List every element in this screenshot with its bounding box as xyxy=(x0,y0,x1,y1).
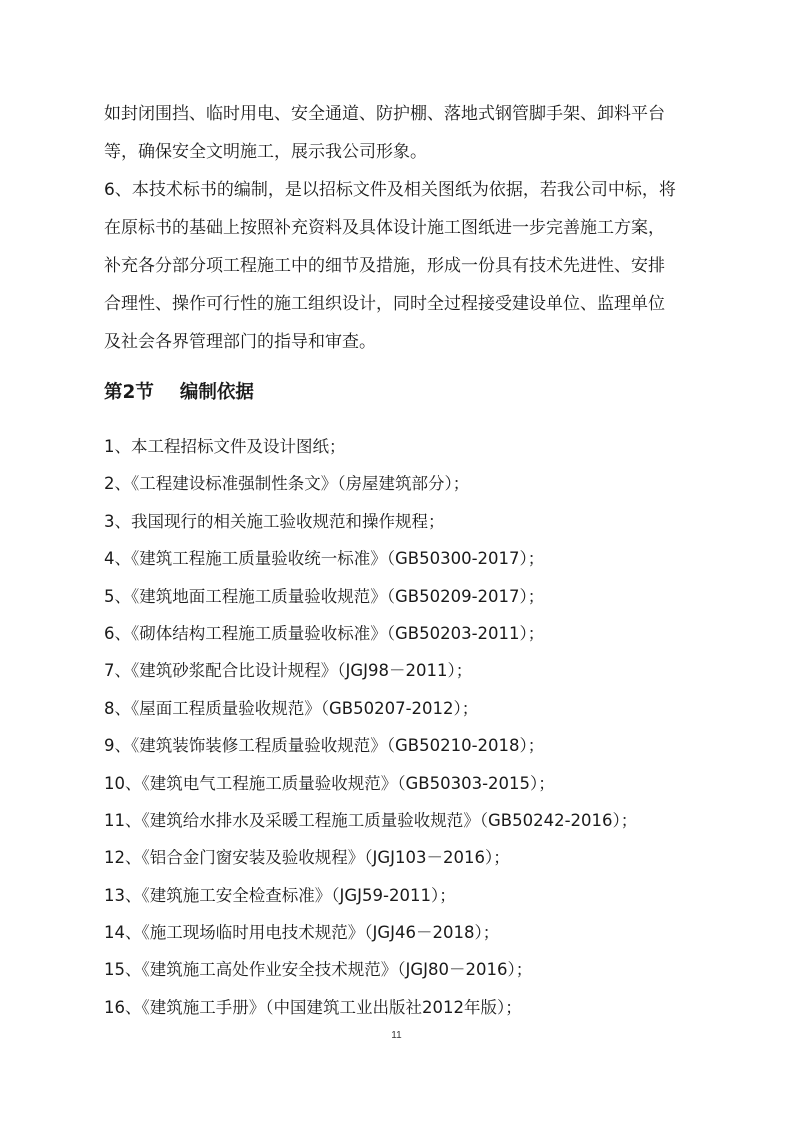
list-item: 5、《建筑地面工程施工质量验收规范》（GB50209-2017）； xyxy=(104,586,545,606)
reference-list xyxy=(104,428,637,1026)
list-item: 7、《建筑砂浆配合比设计规程》（JGJ98－2011）； xyxy=(104,661,473,681)
list-item: 10、《建筑电气工程施工质量验收规范》（GB50303-2015）； xyxy=(104,773,555,793)
list-item: 3、我国现行的相关施工验收规范和操作规程； xyxy=(104,511,445,531)
list-item: 16、《建筑施工手册》（中国建筑工业出版社2012年版）； xyxy=(104,997,522,1017)
page-number: 11 xyxy=(391,1030,402,1041)
list-item: 4、《建筑工程施工质量验收统一标准》（GB50300-2017）； xyxy=(104,549,545,569)
list-item: 11、《建筑给水排水及采暖工程施工质量验收规范》（GB50242-2016）； xyxy=(104,810,638,830)
body-paragraph-line: 在原标书的基础上按照补充资料及具体设计施工图纸进一步完善施工方案， xyxy=(104,218,665,238)
section-heading xyxy=(104,375,254,411)
section-title: 编制依据 xyxy=(179,382,254,403)
body-paragraph-line: 如封闭围挡、临时用电、安全通道、防护棚、落地式钢管脚手架、卸料平台 xyxy=(104,104,665,124)
list-item: 9、《建筑装饰装修工程质量验收规范》（GB50210-2018）； xyxy=(104,736,545,756)
body-paragraph-line: 等，确保安全文明施工，展示我公司形象。 xyxy=(104,142,427,162)
body-paragraph-line: 合理性、操作可行性的施工组织设计，同时全过程接受建设单位、监理单位 xyxy=(104,294,665,314)
list-item: 14、《施工现场临时用电技术规范》（JGJ46－2018）； xyxy=(104,923,500,943)
list-item: 15、《建筑施工高处作业安全技术规范》（JGJ80－2016）； xyxy=(104,960,533,980)
list-item: 2、《工程建设标准强制性条文》（房屋建筑部分）； xyxy=(104,474,470,494)
list-item: 6、《砌体结构工程施工质量验收标准》（GB50203-2011）； xyxy=(104,623,545,643)
list-item: 8、《屋面工程质量验收规范》（GB50207-2012）； xyxy=(104,698,479,718)
body-paragraph-line: 及社会各界管理部门的指导和审查。 xyxy=(104,332,376,352)
list-item: 1、本工程招标文件及设计图纸； xyxy=(104,437,346,456)
body-paragraph-line: 6、本技术标书的编制，是以招标文件及相关图纸为依据，若我公司中标，将 xyxy=(104,180,676,200)
list-item: 12、《铝合金门窗安装及验收规程》（JGJ103－2016）； xyxy=(104,848,510,868)
body-paragraph-line: 补充各分部分项工程施工中的细节及措施，形成一份具有技术先进性、安排 xyxy=(104,256,665,276)
list-item: 13、《建筑施工安全检查标准》（JGJ59-2011）； xyxy=(104,885,456,905)
section-number: 第2节 xyxy=(104,382,154,403)
